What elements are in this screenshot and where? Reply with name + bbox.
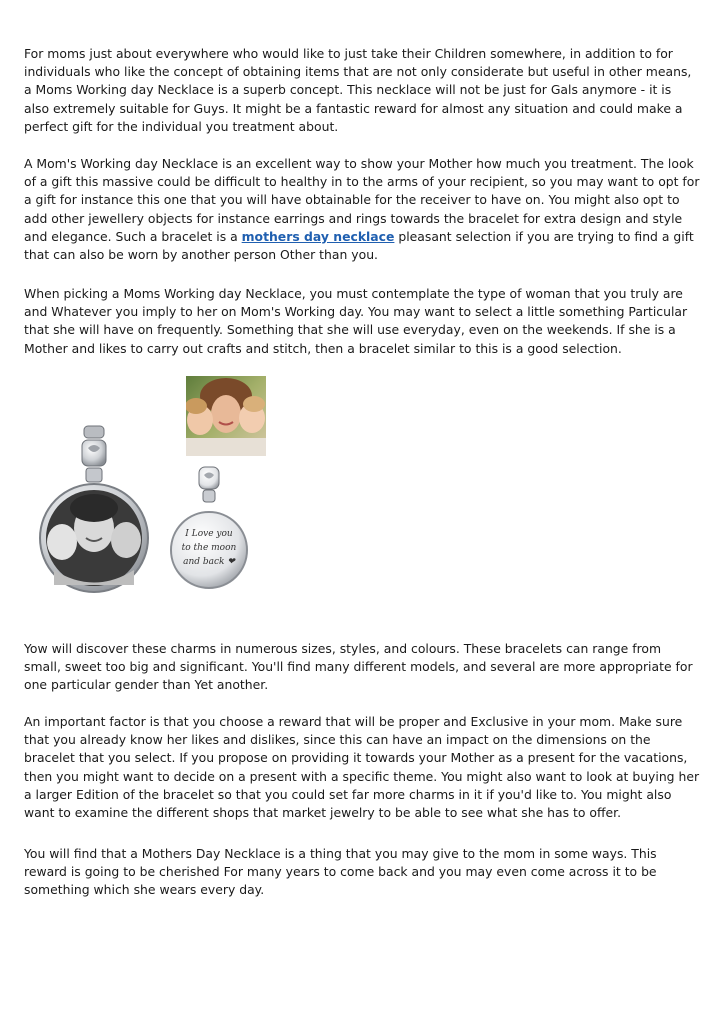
engraving-line-2: to the moon bbox=[181, 543, 237, 553]
paragraph-1: For moms just about everywhere who would like to just take their Children somewhere, in addition to for individuals who like the concept of obtaining items that are not only considerate but useful in other means, a Moms Working day Necklace is a superb concept. This necklace will not be just for Gals anymore - it is also extremely suitable for Guys. It might be a fantastic reward for almost any situation and could make a perfect gift for the individual you treatment about. bbox=[24, 46, 692, 134]
paragraph-3: When picking a Moms Working day Necklace, you must contemplate the type of woman that you truly are and Whatever you imply to her on Mom's Working day. You may want to select a little something Particular that she will have on frequently. Something that she will use everyday, even on the weekends. If she is a Mother and likes to carry out crafts and stitch, then a bracelet similar to this is a good selection. bbox=[24, 286, 688, 356]
engraving-line-1: I Love you bbox=[185, 529, 233, 539]
paragraph-2 bbox=[24, 155, 700, 264]
mothers-day-necklace-link[interactable]: mothers day necklace bbox=[241, 228, 395, 244]
paragraph-5: An important factor is that you choose a reward that will be proper and Exclusive in your mom. Make sure that you already know her likes and dislikes, since this can have an impact on the dimensions on the bracelet that you select. If you propose on providing it towards your Mother as a present for the vacations, then you might want to decide on a present with a specific theme. You might also want to look at buying her a larger Edition of the bracelet so that you could set far more charms in it if you'd like to. You might also want to examine the different shops that market jewelry to be able to see what she has to offer. bbox=[24, 714, 700, 821]
paragraph-4: Yow will discover these charms in numerous sizes, styles, and colours. These bracelets can range from small, sweet too big and significant. You'll find many different models, and several are more appropriate for one particular gender than Yet another. bbox=[24, 641, 693, 693]
paragraph-6: You will find that a Mothers Day Necklace is a thing that you may give to the mom in some ways. This reward is going to be cherished For many years to come back and you may even come across it to be something which she wears every day. bbox=[24, 846, 657, 898]
engraved-charm-pendant bbox=[168, 465, 250, 595]
paragraph-2-text-a: A Mom's Working day Necklace is an excellent way to show your Mother how much you treatment. The look of a gift this massive could be difficult to healthy in to the arms of your recipient, so you may want to opt for a gift for instance this one that you will have obtainable for the receiver to have on. You might also opt to add other jewellery objects for instance earrings and rings towards the bracelet for extra design and style and elegance. Such a bracelet is a bbox=[24, 156, 700, 244]
photo-charm-pendant bbox=[34, 420, 156, 600]
family-photo bbox=[186, 376, 266, 456]
engraving-line-3: and back ❤ bbox=[183, 557, 235, 567]
paragraph-2-text-b: pleasant selection if you are trying to find a gift that can also be worn by another person Other than you. bbox=[24, 228, 694, 263]
